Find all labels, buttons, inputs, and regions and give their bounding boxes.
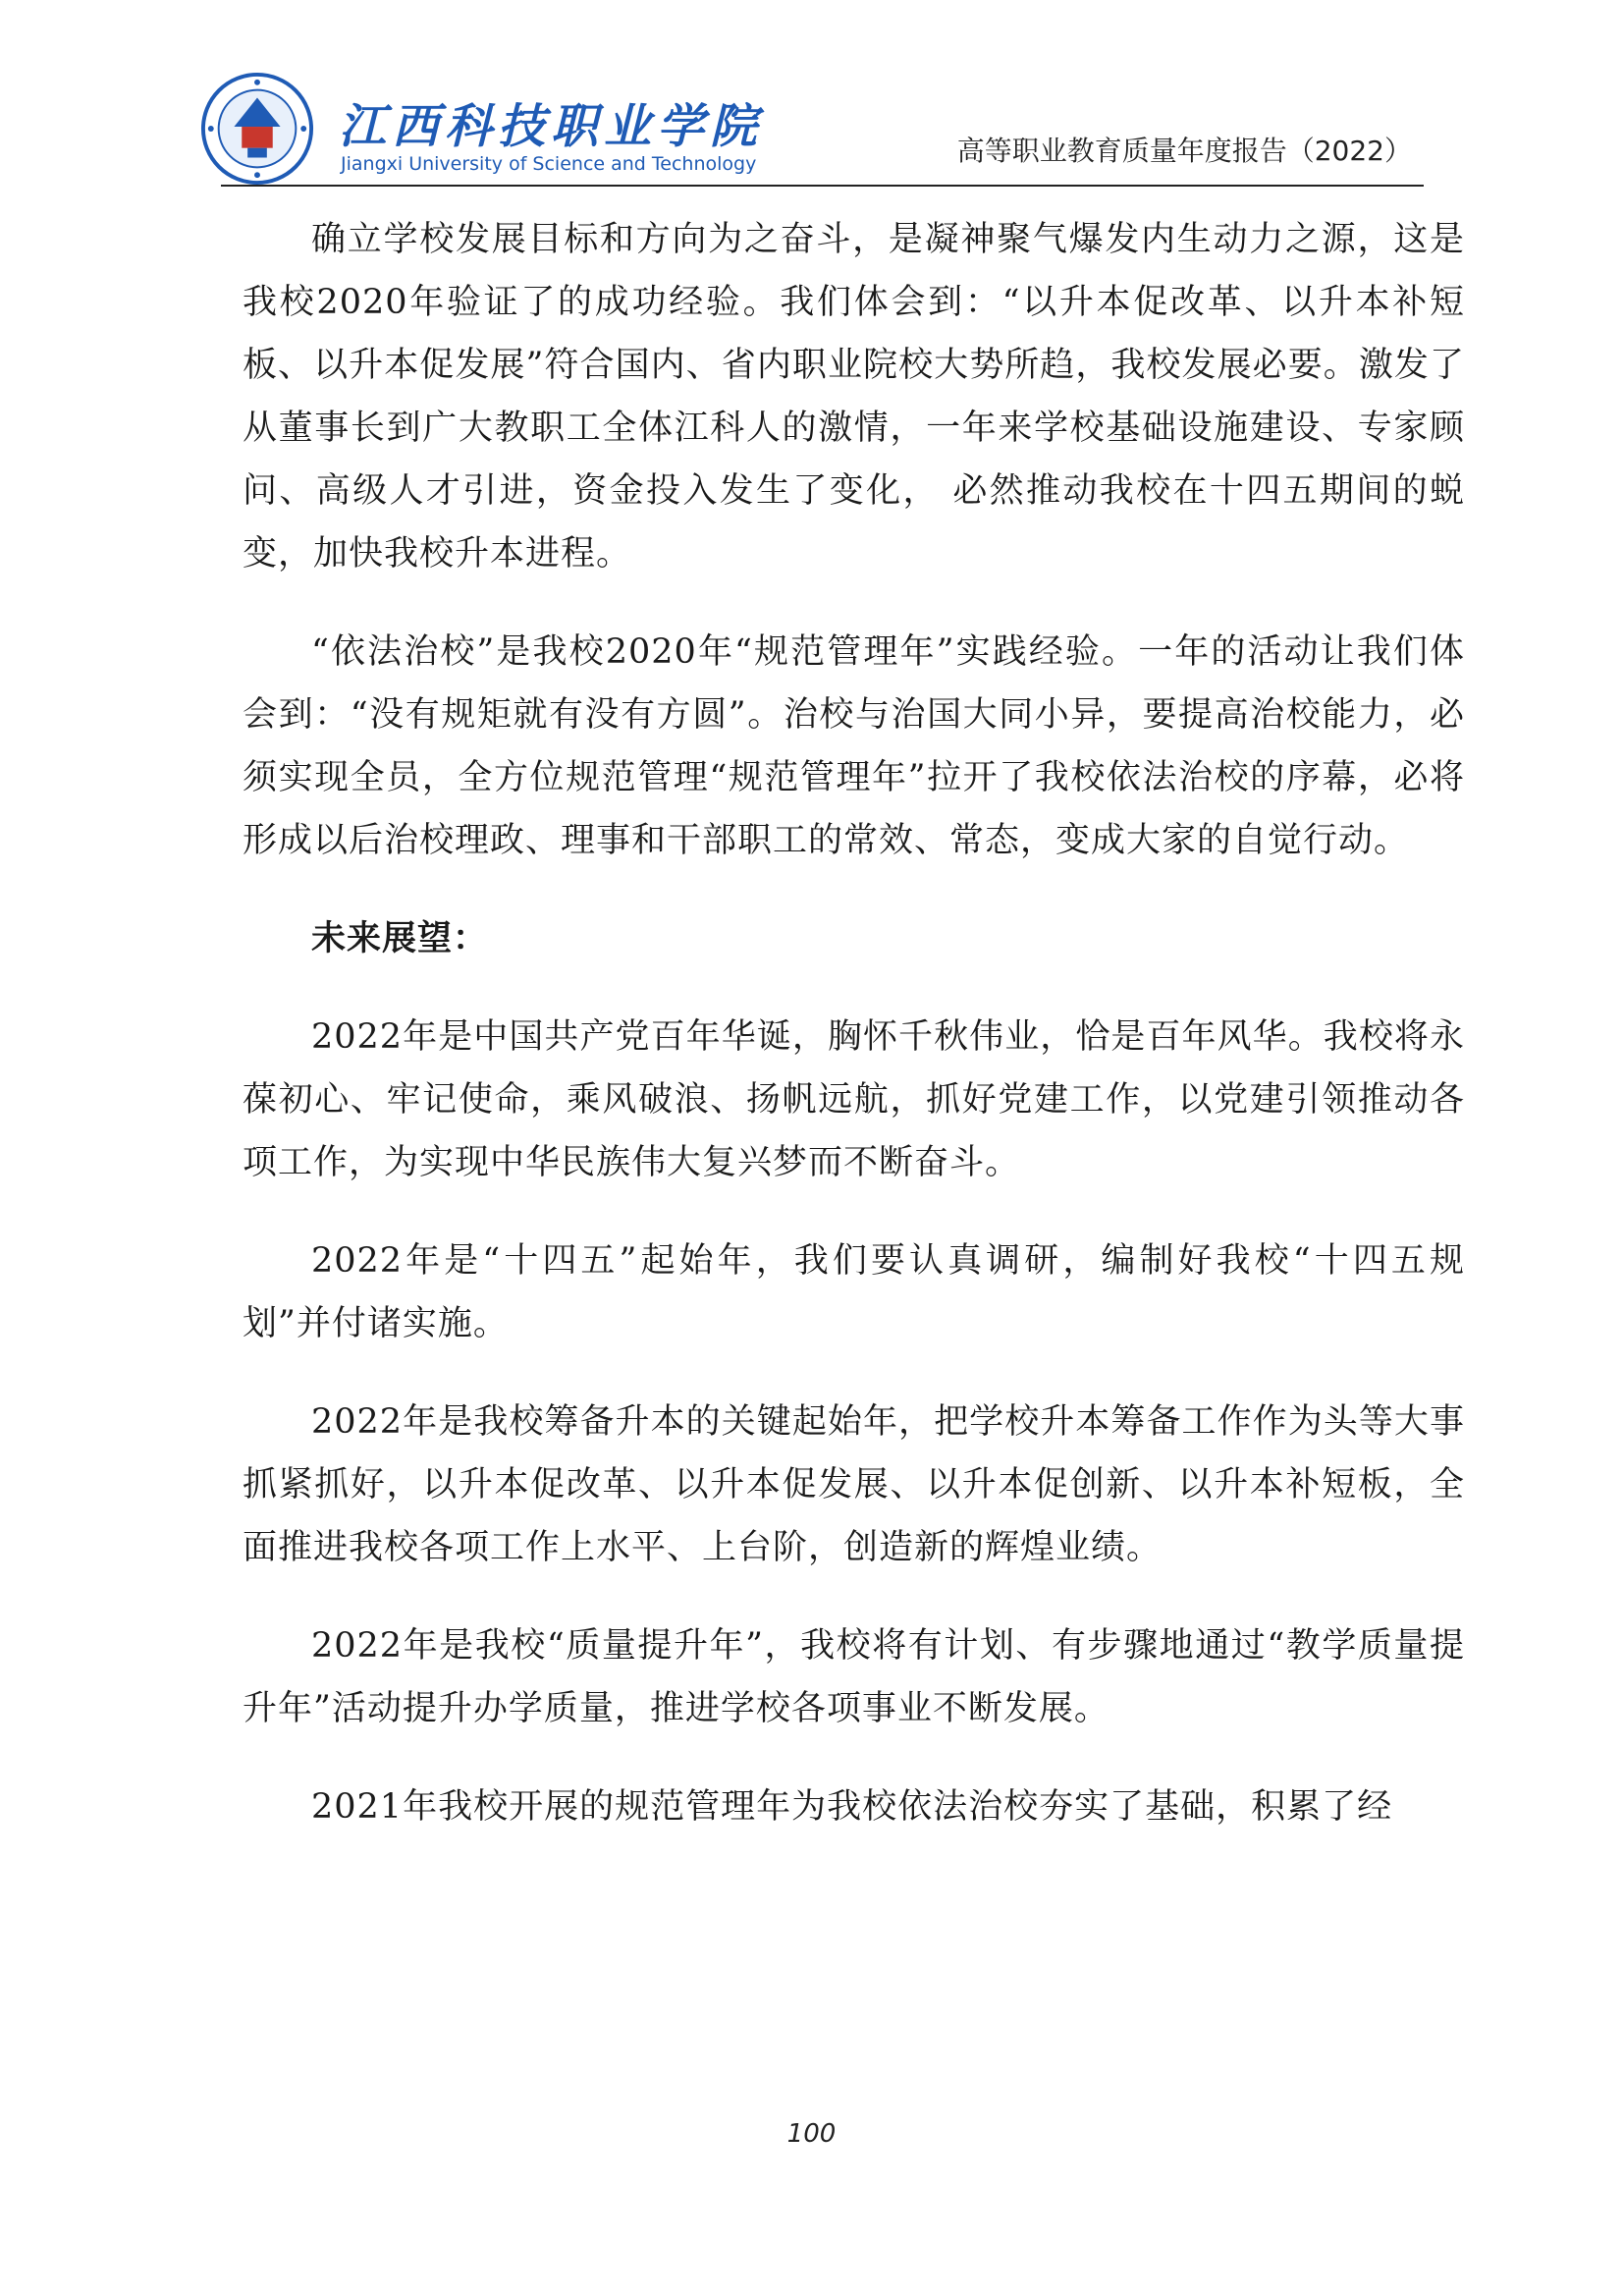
paragraph: 2022年是中国共产党百年华诞，胸怀千秋伟业，恰是百年风华。我校将永葆初心、牢记使命，乘风破浪、扬帆远航，抓好党建工作，以党建引领推动各项工作，为实现中华民族伟大复兴梦而不断奋斗。: [243, 1017, 1465, 1182]
page-number: 100: [786, 2119, 837, 2149]
section-heading: 未来展望：: [311, 919, 489, 958]
university-name-logo: 江西科技职业学院: [339, 99, 764, 154]
report-title: 高等职业教育质量年度报告（2022）: [956, 135, 1412, 167]
paragraph: “依法治校”是我校2020年“规范管理年”实践经验。一年的活动让我们体会到：“没有规矩就有没有方圆”。治校与治国大同小异，要提高治校能力，必须实现全员，全方位规范管理“规范管理年”拉开了我校依法治校的序幕，必将形成以后治校理政、理事和干部职工的常效、常态，变成大家的自觉行动。: [243, 632, 1465, 860]
paragraph: 2021年我校开展的规范管理年为我校依法治校夯实了基础，积累了经: [311, 1787, 1393, 1827]
university-emblem-icon: [199, 71, 315, 187]
page-header: [191, 61, 1424, 189]
document-body: [243, 208, 1465, 1838]
university-english-name: Jiangxi University of Science and Technology: [341, 153, 757, 175]
paragraph: 2022年是“十四五”起始年，我们要认真调研，编制好我校“十四五规划”并付诸实施。: [243, 1241, 1465, 1343]
paragraph: 确立学校发展目标和方向为之奋斗，是凝神聚气爆发内生动力之源，这是我校2020年验证了的成功经验。我们体会到：“以升本促改革、以升本补短板、以升本促发展”符合国内、省内职业院校大势所趋，我校发展必要。激发了从董事长到广大教职工全体江科人的激情，一年来学校基础设施建设、专家顾问、高级人才引进，资金投入发生了变化， 必然推动我校在十四五期间的蜕变，加快我校升本进程。: [243, 220, 1465, 574]
paragraph: 2022年是我校筹备升本的关键起始年，把学校升本筹备工作作为头等大事抓紧抓好，以升本促改革、以升本促发展、以升本促创新、以升本补短板，全面推进我校各项工作上水平、上台阶，创造新的辉煌业绩。: [243, 1402, 1465, 1567]
paragraph: 2022年是我校“质量提升年”，我校将有计划、有步骤地通过“教学质量提升年”活动提升办学质量，推进学校各项事业不断发展。: [243, 1626, 1465, 1728]
header-divider: [221, 185, 1424, 187]
